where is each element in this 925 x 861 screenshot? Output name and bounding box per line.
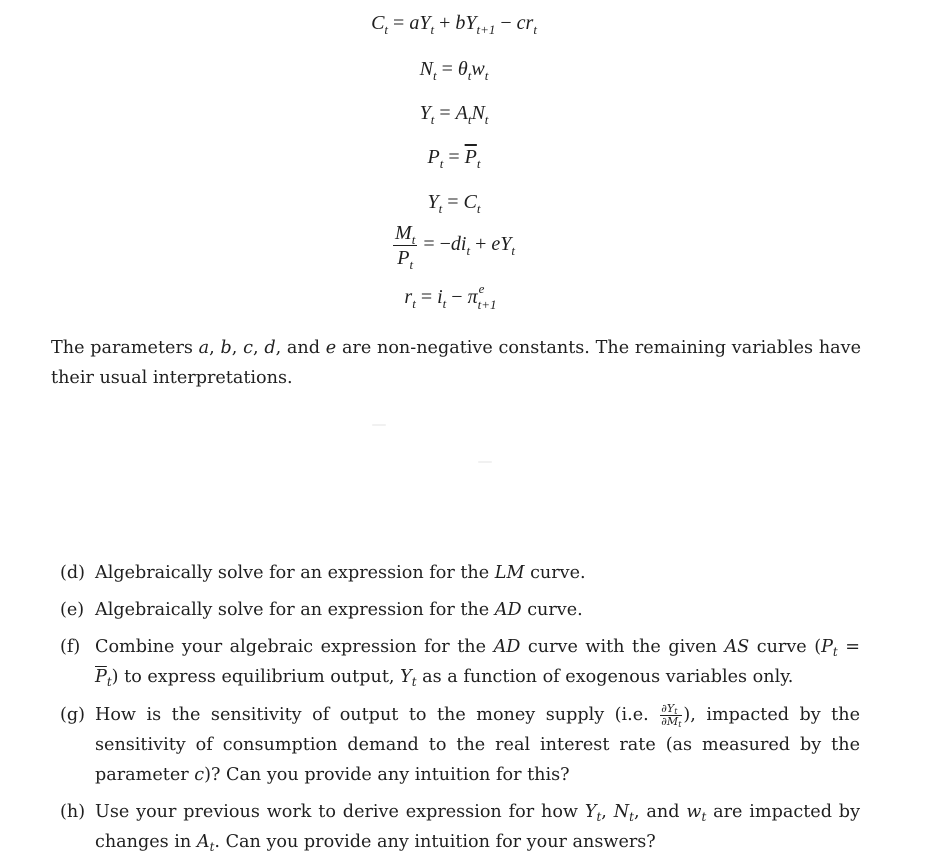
question-label: (d) xyxy=(60,563,85,583)
question-label: (e) xyxy=(60,600,85,620)
scan-artifact xyxy=(478,461,492,463)
parameters-paragraph: The parameters a, b, c, d, and e are non-negative constants. The remaining variables have their usual interpretations. xyxy=(51,338,861,388)
equation-consumption: $C_t = aY_t + bY_{t+1} - cr_t$ xyxy=(371,12,537,37)
question-label: (g) xyxy=(60,705,85,725)
equation-money-market: $\frac{M_t}{P_t}$ = $-di_t + eY_t$ xyxy=(395,222,515,272)
equation-production: $Y_t = A_tN_t$ xyxy=(419,102,489,127)
scan-artifact xyxy=(372,424,386,426)
output-money-derivative: $\frac{\partial Y_t}{\partial M_t}$ xyxy=(661,701,682,729)
equation-price: $P_t = \overline{P}_t$ xyxy=(427,146,481,171)
question-label: (f) xyxy=(60,637,81,657)
equation-fisher: $r_t = i_t - \pi$ e t+1 xyxy=(404,281,497,312)
equation-goods-market: $Y_t = C_t$ xyxy=(427,191,481,216)
question-label: (h) xyxy=(60,802,86,822)
money-fraction: $\frac{M_t}{P_t}$ xyxy=(395,222,416,272)
equation-labor: $N_t = \theta_tw_t$ xyxy=(419,58,489,83)
